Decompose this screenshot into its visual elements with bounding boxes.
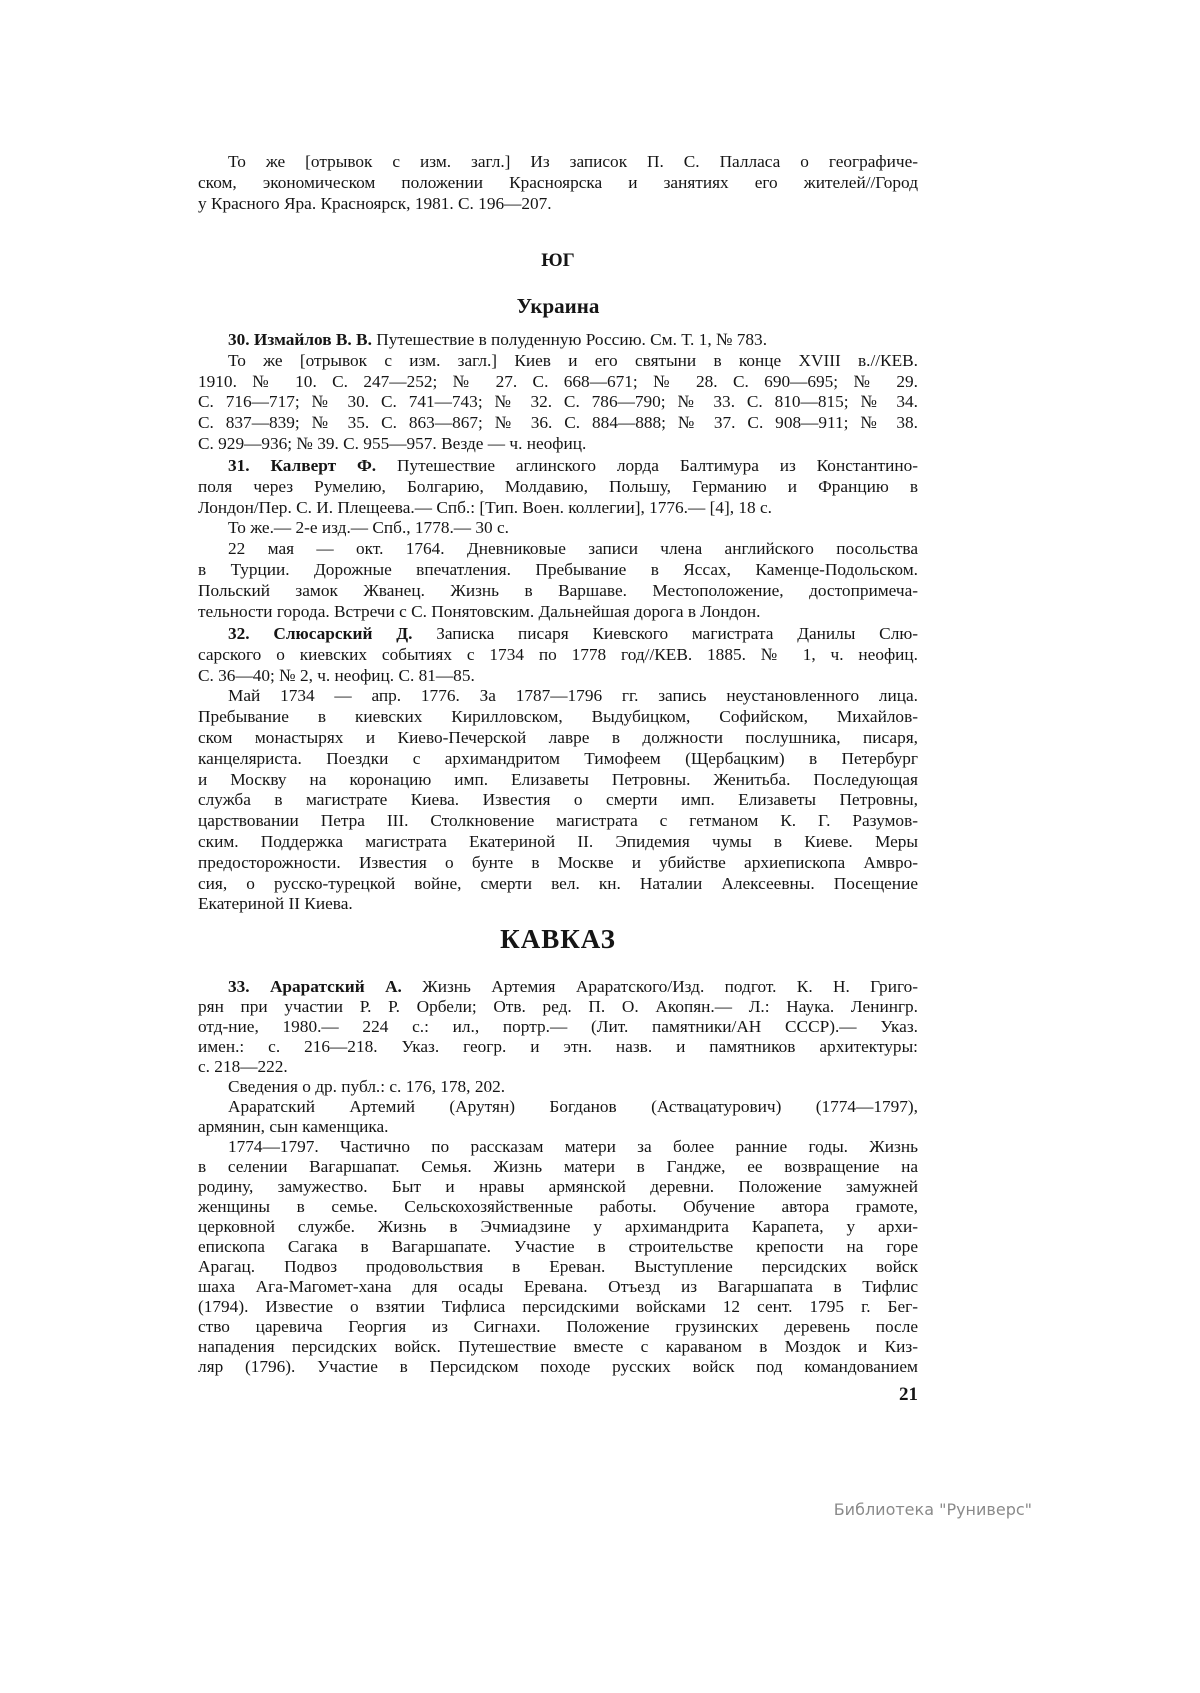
text-line: [198, 811, 918, 832]
text-line: [198, 1137, 918, 1157]
section-heading-caucasus: КАВКАЗ: [500, 924, 616, 954]
line-text: (1794). Известие о взятии Тифлиса персидскими войсками 12 сент. 1795 г. Бег-: [198, 1297, 918, 1316]
text-line: [198, 1097, 918, 1117]
text-line: [198, 1017, 918, 1037]
text-line: [198, 152, 918, 173]
entry-author: 33. Араратский А.: [228, 977, 402, 996]
text-line: [198, 560, 918, 581]
text-line: [198, 1257, 918, 1277]
text-line: [198, 1217, 918, 1237]
line-text: То же [отрывок с изм. загл.] Из записок П. С. Палласа о географиче-: [228, 152, 918, 171]
line-text: в селении Вагаршапат. Семья. Жизнь матери в Гандже, ее возвращение на: [198, 1157, 918, 1176]
line-text: у Красного Яра. Красноярск, 1981. С. 196—207.: [198, 193, 552, 213]
line-text: женщины в семье. Сельскохозяйственные работы. Обучение автора грамоте,: [198, 1197, 918, 1216]
line-text: С. 837—839; № 35. С. 863—867; № 36. С. 884—888; № 37. С. 908—911; № 38.: [198, 413, 918, 433]
line-text: Жизнь Артемия Араратского/Изд. подгот. К. Н. Григо-: [401, 977, 918, 996]
text-line: [198, 539, 918, 560]
text-line: [198, 1317, 918, 1337]
text-line: [198, 894, 918, 915]
text-line: [198, 330, 918, 351]
text-line: [198, 997, 918, 1017]
text-line: [198, 392, 918, 413]
text-line: [198, 790, 918, 811]
line-text: Екатериной II Киева.: [198, 894, 353, 914]
subsection-heading-ukraine: Украина: [516, 294, 600, 318]
line-text: сия, о русско-турецкой войне, смерти вел. кн. Наталии Алексеевны. Посещение: [198, 873, 918, 893]
text-line: [198, 624, 918, 645]
text-line: [198, 1037, 918, 1057]
line-text: и Москву на коронацию имп. Елизаветы Петровны. Женитьба. Последующая: [198, 769, 918, 789]
text-line: [198, 1157, 918, 1177]
text-line: [198, 1357, 918, 1377]
text-line: [198, 645, 918, 666]
text-line: [198, 602, 918, 623]
line-text: Записка писаря Киевского магистрата Данилы Слю-: [412, 624, 918, 643]
text-line: [198, 832, 918, 853]
line-text: 1910. № 10. С. 247—252; № 27. С. 668—671; № 28. С. 690—695; № 29.: [198, 371, 918, 391]
text-line: [198, 1177, 918, 1197]
line-text: имен.: с. 216—218. Указ. геогр. и этн. назв. и памятников архитектуры:: [198, 1037, 918, 1056]
line-text: Путешествие аглинского лорда Балтимура из Константино-: [376, 456, 918, 475]
text-line: [198, 977, 918, 997]
line-text: Сведения о др. публ.: с. 176, 178, 202.: [228, 1077, 506, 1096]
text-line: [198, 1297, 918, 1317]
line-text: Лондон/Пер. С. И. Плещеева.— Спб.: [Тип. Воен. коллегии], 1776.— [4], 18 с.: [198, 497, 772, 517]
line-text: шаха Ага-Магомет-хана для осады Еревана. Отъезд из Вагаршапата в Тифлис: [198, 1277, 918, 1296]
text-line: [198, 1077, 918, 1097]
text-line: [198, 1197, 918, 1217]
line-text: С. 929—936; № 39. С. 955—957. Везде — ч. неофиц.: [198, 433, 587, 453]
line-text: ском монастырях и Киево-Печерской лавре в должности послушника, писаря,: [198, 727, 918, 747]
line-text: Арагац. Подвоз продовольствия в Ереван. Выступление персидских войск: [198, 1257, 918, 1276]
line-text: ском, экономическом положении Красноярска и занятиях его жителей//Город: [198, 172, 918, 192]
line-text: рян при участии Р. Р. Орбели; Отв. ред. П. О. Акопян.— Л.: Наука. Ленингр.: [198, 997, 918, 1016]
text-line: [198, 351, 918, 372]
line-text: С. 716—717; № 30. С. 741—743; № 32. С. 786—790; № 33. С. 810—815; № 34.: [198, 392, 918, 412]
entry-author: 31. Калверт Ф.: [228, 456, 377, 475]
line-text: в Турции. Дорожные впечатления. Пребывание в Яссах, Каменце-Подольском.: [198, 559, 918, 579]
line-text: предосторожности. Известия о бунте в Москве и убийстве архиепископа Амвро-: [198, 852, 918, 872]
text-line: [198, 477, 918, 498]
entry-33: [198, 977, 918, 1377]
line-text: 1774—1797. Частично по рассказам матери за более ранние годы. Жизнь: [228, 1137, 918, 1156]
line-text: родину, замужество. Быт и нравы армянской деревни. Положение замужней: [198, 1177, 918, 1196]
line-text: Май 1734 — апр. 1776. За 1787—1796 гг. запись неустановленного лица.: [228, 686, 918, 706]
text-line: [198, 874, 918, 895]
line-text: С. 36—40; № 2, ч. неофиц. С. 81—85.: [198, 665, 475, 685]
line-text: сарского о киевских событиях с 1734 по 1778 год//КЕВ. 1885. № 1, ч. неофиц.: [198, 644, 918, 664]
line-text: ским. Поддержка магистрата Екатериной II. Эпидемия чумы в Киеве. Меры: [198, 831, 918, 851]
line-text: То же.— 2-е изд.— Спб., 1778.— 30 с.: [228, 518, 509, 538]
line-text: ство царевича Георгия из Сигнахи. Положение грузинских деревень после: [198, 1317, 918, 1336]
intro-paragraph: [198, 152, 918, 214]
line-text: поля через Румелию, Болгарию, Молдавию, Польшу, Германию и Францию в: [198, 476, 918, 496]
line-text: тельности города. Встречи с С. Понятовским. Дальнейшая дорога в Лондон.: [198, 601, 761, 621]
line-text: Пребывание в киевских Кирилловском, Выдубицком, Софийском, Михайлов-: [198, 707, 918, 727]
text-line: [198, 728, 918, 749]
line-text: ляр (1796). Участие в Персидском походе русских войск под командованием: [198, 1357, 918, 1376]
text-line: [198, 413, 918, 434]
text-line: [198, 456, 918, 477]
text-line: [198, 372, 918, 393]
line-text: канцеляриста. Поездки с архимандритом Тимофеем (Щербацким) в Петербург: [198, 748, 918, 768]
line-text: церковной службе. Жизнь в Эчмиадзине у архимандрита Карапета, у архи-: [198, 1217, 918, 1236]
text-line: [198, 173, 918, 194]
line-text: с. 218—222.: [198, 1057, 288, 1076]
line-text: 22 мая — окт. 1764. Дневниковые записи члена английского посольства: [228, 539, 918, 559]
line-text: Араратский Артемий (Арутян) Богданов (Аствацатурович) (1774—1797),: [228, 1097, 918, 1116]
line-text: Путешествие в полуденную Россию. См. Т. 1, № 783.: [371, 330, 768, 349]
line-text: Польский замок Жванец. Жизнь в Варшаве. Местоположение, достопримеча-: [198, 580, 918, 600]
entry-32: [198, 624, 918, 915]
line-text: армянин, сын каменщика.: [198, 1117, 389, 1136]
text-line: [198, 853, 918, 874]
text-line: [198, 518, 918, 539]
line-text: То же [отрывок с изм. загл.] Киев и его святыни в конце XVIII в.//КЕВ.: [228, 350, 918, 370]
text-line: [198, 1277, 918, 1297]
entry-author: 32. Слюсарский Д.: [228, 624, 413, 643]
watermark: Библиотека "Руниверс": [833, 1500, 1032, 1519]
line-text: нападения персидских войск. Путешествие вместе с караваном в Моздок и Киз-: [198, 1337, 918, 1356]
text-line: [198, 1337, 918, 1357]
line-text: царствовании Петра III. Столкновение магистрата с гетманом К. Г. Разумов-: [198, 811, 918, 831]
text-line: [198, 666, 918, 687]
entry-30: [198, 330, 918, 455]
line-text: отд-ние, 1980.— 224 с.: ил., портр.— (Лит. памятники/АН СССР).— Указ.: [198, 1017, 918, 1036]
text-line: [198, 770, 918, 791]
line-text: епископа Сагака в Вагаршапате. Участие в строительстве крепости на горе: [198, 1237, 918, 1256]
text-line: [198, 749, 918, 770]
line-text: служба в магистрате Киева. Известия о смерти имп. Елизаветы Петровны,: [198, 790, 918, 810]
entry-author: 30. Измайлов В. В.: [228, 330, 372, 349]
text-line: [198, 581, 918, 602]
text-line: [198, 686, 918, 707]
section-heading-south: ЮГ: [541, 250, 575, 271]
text-line: [198, 1237, 918, 1257]
text-line: [198, 498, 918, 519]
text-line: [198, 194, 918, 215]
text-line: [198, 707, 918, 728]
text-line: [198, 1117, 918, 1137]
text-line: [198, 434, 918, 455]
text-line: [198, 1057, 918, 1077]
entry-31: [198, 456, 918, 622]
page-number: 21: [899, 1384, 918, 1405]
